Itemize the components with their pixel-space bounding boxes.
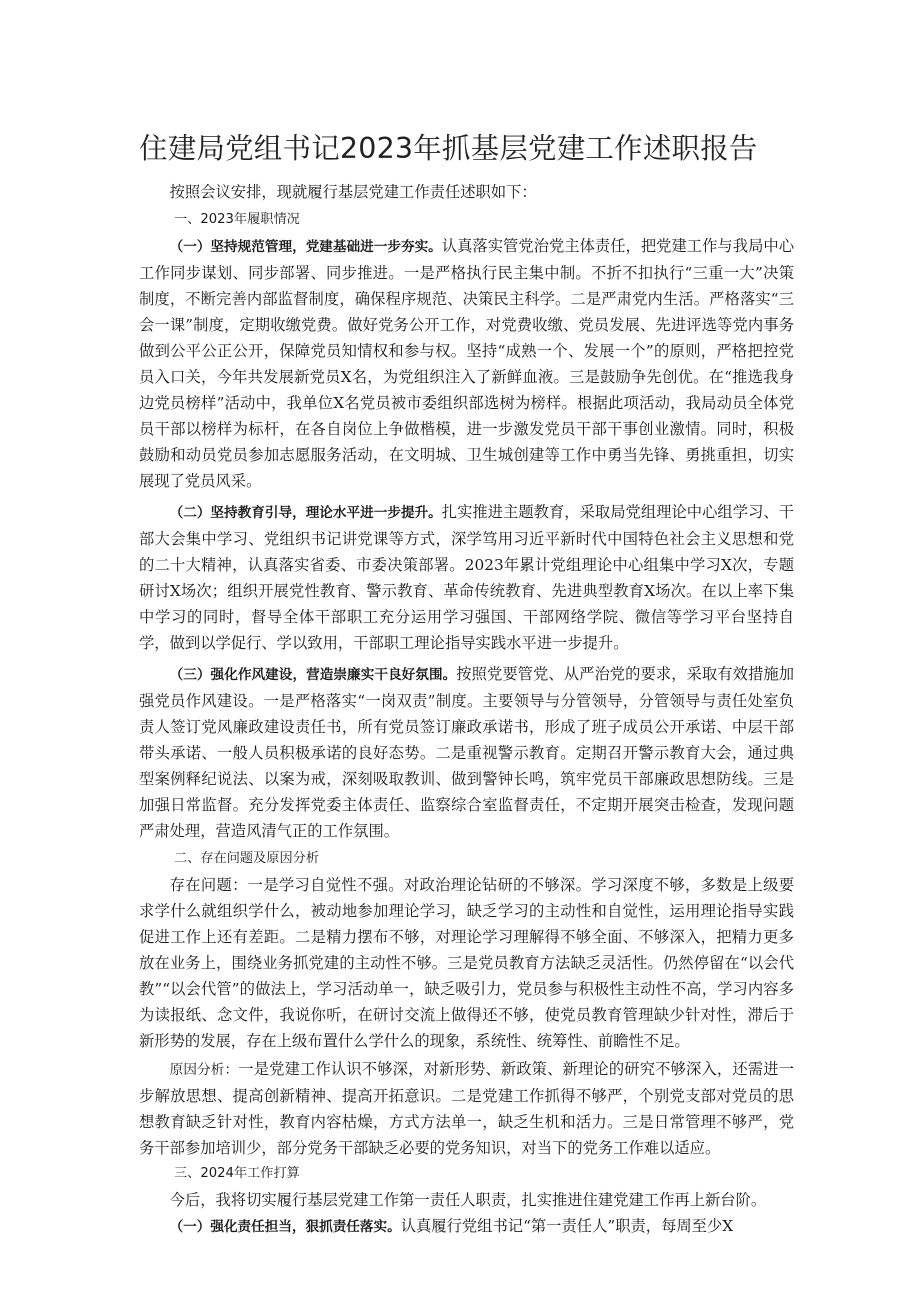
- intro-paragraph: 按照会议安排，现就履行基层党建工作责任述职如下：: [169, 183, 537, 201]
- document-page: [139, 120, 794, 1240]
- section-2-heading: 二、存在问题及原因分析: [174, 851, 320, 866]
- section-3-paragraph-2: [139, 1213, 794, 1240]
- paragraph-body: 按照党要管党、从严治党的要求，采取有效措施加强党员作风建设。一是严格落实“一岗双责”制度。主要领导与分管领导，分管领导与责任处室负责人签订党风廉政建设责任书，所有党员签订廉政承诺书，形成了班子成员公开承诺、中层干部带头承诺、一般人员积极承诺的良好态势。二是重视警示教育。定期召开警示教育大会，通过典型案例释纪说法、以案为戒，深刻吸取教训、做到警钟长鸣，筑牢党员干部廉政思想防线。三是加强日常监督。充分发挥党委主体责任、监察综合室监督责任，不定期开展突击检查，发现问题严肃处理，营造风清气正的工作氛围。: [139, 665, 794, 840]
- paragraph-body: 扎实推进主题教育，采取局党组理论中心组学习、干部大会集中学习、党组织书记讲党课等方式，深学笃用习近平新时代中国特色社会主义思想和党的二十大精神，认真落实省委、市委决策部署。2023年累计党组理论中心组集中学习X次，专题研讨X场次；组织开展党性教育、警示教育、革命传统教育、先进典型教育X场次。在以上率下集中学习的同时，督导全体干部职工充分运用学习强国、干部网络学院、微信等学习平台坚持自学，做到以学促行、学以致用，干部职工理论指导实践水平进一步提升。: [139, 503, 794, 652]
- paragraph-lead: （一）坚持规范管理，党建基础进一步夯实。: [169, 239, 442, 255]
- paragraph-body: 一是党建工作认识不够深，对新形势、新政策、新理论的研究不够深入，还需进一步解放思想、提高创新精神、提高开拓意识。二是党建工作抓得不够严，个别党支部对党员的思想教育缺乏针对性，教育内容枯燥，方式方法单一，缺乏生机和活力。三是日常管理不够严，党务干部参加培训少，部分党务干部缺乏必要的党务知识，对当下的党务工作难以适应。: [139, 1060, 794, 1157]
- section-3-paragraph-1: 今后，我将切实履行基层党建工作第一责任人职责，扎实推进住建党建工作再上新台阶。: [169, 1191, 767, 1209]
- section-1-paragraph-2: [139, 499, 794, 656]
- section-2-paragraph-2: [139, 1056, 794, 1161]
- paragraph-lead: （一）强化责任担当，狠抓责任落实。: [169, 1219, 401, 1235]
- paragraph-body: 认真履行党组书记“第一责任人”职责，每周至少X: [400, 1217, 734, 1235]
- section-1-paragraph-3: [139, 661, 794, 844]
- paragraph-body: 认真落实管党治党主体责任，把党建工作与我局中心工作同步谋划、同步部署、同步推进。一是严格执行民主集中制。不折不扣执行“三重一大”决策制度，不断完善内部监督制度，确保程序规范、决策民主科学。二是严肃党内生活。严格落实“三会一课”制度，定期收缴党费。做好党务公开工作，对党费收缴、党员发展、先进评选等党内事务做到公平公正公开，保障党员知情权和参与权。坚持“成熟一个、发展一个”的原则，严格把控党员入口关，今年共发展新党员X名，为党组织注入了新鲜血液。三是鼓励争先创优。在“推选我身边党员榜样”活动中，我单位X名党员被市委组织部选树为榜样。根据此项活动，我局动员全体党员干部以榜样为标杆，在各自岗位上争做楷模，进一步激发党员干部干事创业激情。同时，积极鼓励和动员党员参加志愿服务活动，在文明城、卫生城创建等工作中勇当先锋、勇挑重担，切实展现了党员风采。: [139, 237, 794, 490]
- section-1-paragraph-1: [139, 233, 794, 494]
- section-3-heading: 三、2024年工作打算: [174, 1166, 300, 1181]
- paragraph-lead: （三）强化作风建设，营造崇廉实干良好氛围。: [169, 667, 457, 683]
- document-title: 住建局党组书记2023年抓基层党建工作述职报告: [139, 132, 758, 165]
- paragraph-lead: （二）坚持教育引导，理论水平进一步提升。: [169, 505, 442, 521]
- section-1-heading: 一、2023年履职情况: [174, 212, 300, 227]
- paragraph-lead: 原因分析：: [169, 1062, 239, 1078]
- section-2-paragraph-1: 存在问题：一是学习自觉性不强。对政治理论钻研的不够深。学习深度不够，多数是上级要求学什么就组织学什么，被动地参加理论学习，缺乏学习的主动性和自觉性，运用理论指导实践促进工作上还有差距。二是精力摆布不够，对理论学习理解得不够全面、不够深入，把精力更多放在业务上，围绕业务抓党建的主动性不够。三是党员教育方法缺乏灵活性。仍然停留在“以会代教”“以会代管”的做法上，学习活动单一，缺乏吸引力，党员参与积极性主动性不高，学习内容多为读报纸、念文件，我说你听，在研讨交流上做得还不够，使党员教育管理缺少针对性，滞后于新形势的发展，存在上级布置什么学什么的现象，系统性、统筹性、前瞻性不足。: [139, 876, 794, 1050]
